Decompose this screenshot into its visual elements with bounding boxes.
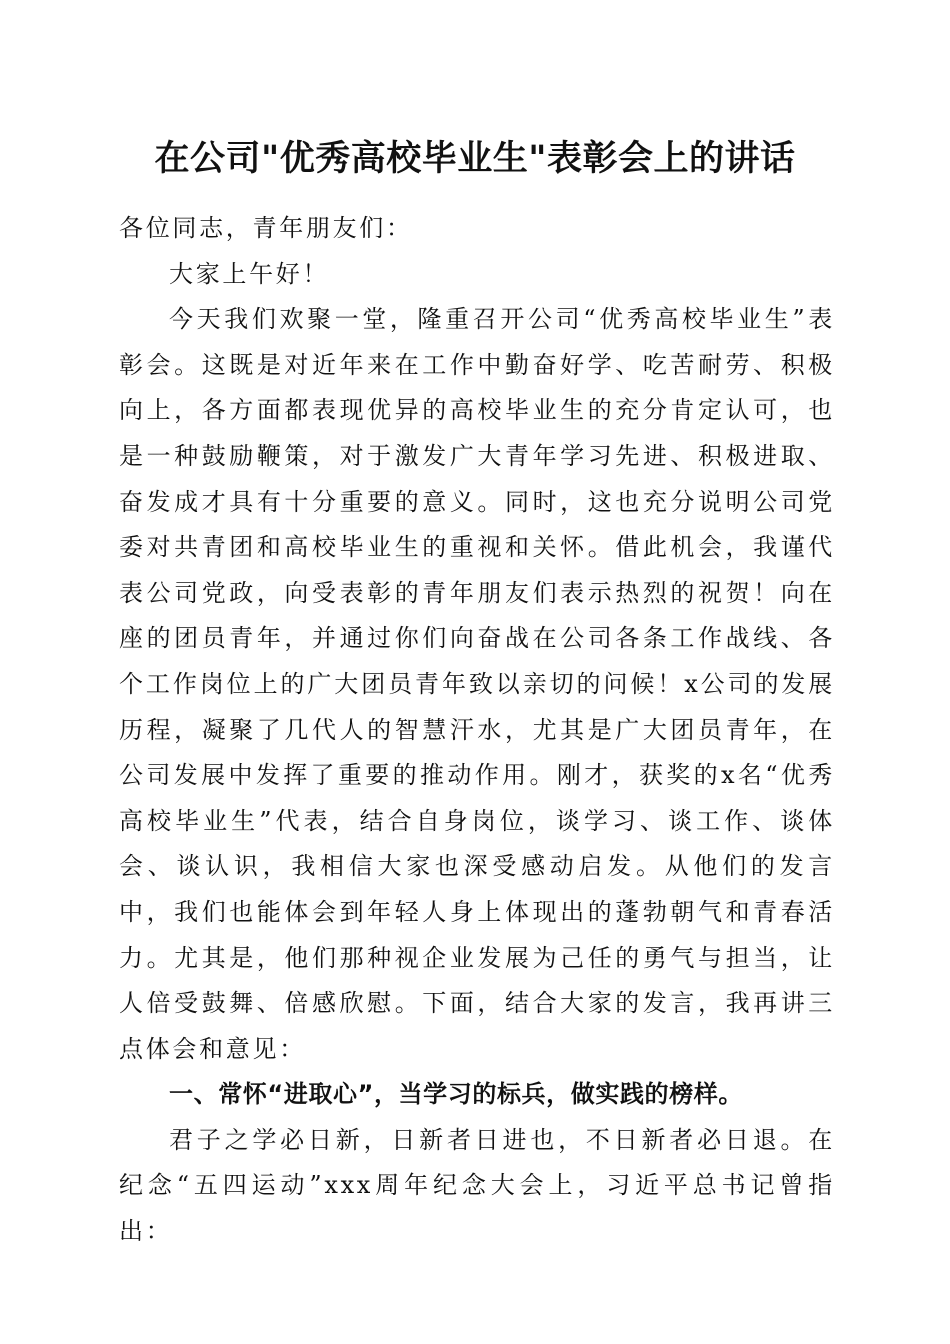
greeting: 大家上午好！ [169, 259, 330, 288]
document-body [119, 206, 835, 1255]
salutation: 各位同志，青年朋友们： [119, 214, 413, 242]
body-paragraph-2: 君子之学必日新，日新者日进也，不日新者必日退。在纪念“五四运动”xxx周年纪念大会上，习近平总书记曾指出： [119, 1125, 835, 1246]
section-heading-1: 一、常怀“进取心”，当学习的标兵，做实践的榜样。 [169, 1080, 743, 1109]
body-paragraph-1: 今天我们欢聚一堂，隆重召开公司“优秀高校毕业生”表彰会。这既是对近年来在工作中勤奋好学、吃苦耐劳、积极向上，各方面都表现优异的高校毕业生的充分肯定认可，也是一种鼓励鞭策，对于激发广大青年学习先进、积极进取、奋发成才具有十分重要的意义。同时，这也充分说明公司党委对共青团和高校毕业生的重视和关怀。借此机会，我谨代表公司党政，向受表彰的青年朋友们表示热烈的祝贺！向在座的团员青年，并通过你们向奋战在公司各条工作战线、各个工作岗位上的广大团员青年致以亲切的问候！x公司的发展历程，凝聚了几代人的智慧汗水，尤其是广大团员青年，在公司发展中发挥了重要的推动作用。刚才，获奖的x名“优秀高校毕业生”代表，结合自身岗位，谈学习、谈工作、谈体会、谈认识，我相信大家也深受感动启发。从他们的发言中，我们也能体会到年轻人身上体现出的蓬勃朝气和青春活力。尤其是，他们那种视企业发展为己任的勇气与担当，让人倍受鼓舞、倍感欣慰。下面，结合大家的发言，我再讲三点体会和意见： [119, 305, 835, 1063]
document-title: 在公司"优秀高校毕业生"表彰会上的讲话 [154, 138, 796, 179]
